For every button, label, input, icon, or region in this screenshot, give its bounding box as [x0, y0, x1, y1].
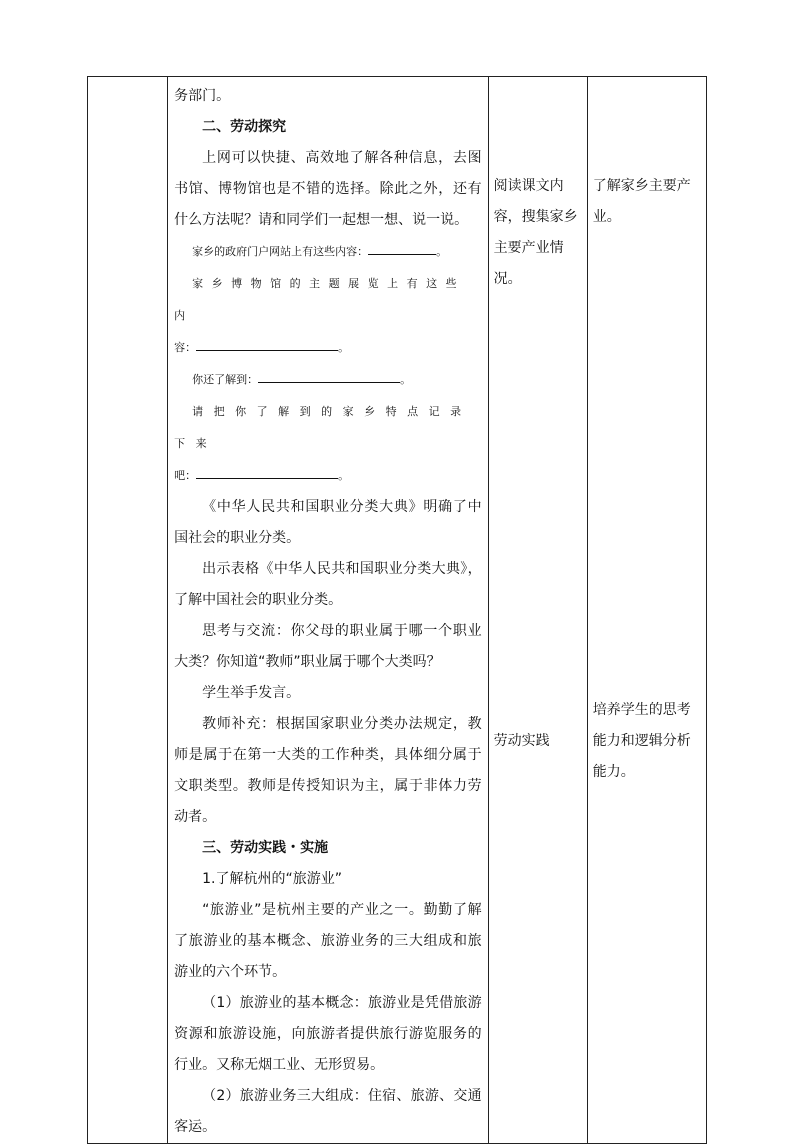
- activity-text: 阅读课文内容，搜集家乡主要产业情况。: [493, 178, 578, 287]
- table-row: [88, 77, 707, 1144]
- intro-paragraph: 上网可以快捷、高效地了解各种信息，去图书馆、博物馆也是不错的选择。除此之外，还有什么方法呢？请和同学们一起想一想、说一说。: [174, 150, 482, 228]
- fill-in-line: [174, 364, 482, 396]
- teacher-paragraph: 教师补充：根据国家职业分类办法规定，教师是属于在第一大类的工作种类，具体细分属于文职类型。教师是传授知识为主，属于非体力劳动者。: [174, 716, 482, 825]
- fill-in-line: 请把你了解到的家乡特点记录下来: [174, 405, 472, 450]
- fill-in-line: 家乡博物馆的主题展览上有这些内: [174, 277, 466, 322]
- list-item: 1.了解杭州的“旅游业”: [202, 871, 342, 887]
- fill-in-line: [174, 236, 482, 268]
- fill-in-line: [174, 460, 482, 492]
- fill-prompt: 吧：: [174, 469, 197, 482]
- activity-text: 劳动实践: [493, 733, 550, 749]
- activity-cell: [488, 77, 587, 1144]
- fill-prompt: 你还了解到：: [192, 373, 259, 386]
- discussion-paragraph: 思考与交流：你父母的职业属于哪一个职业大类？你知道“教师”职业属于哪个大类吗？: [174, 623, 482, 670]
- stage-cell: [88, 77, 168, 1144]
- concept-paragraph: （1）旅游业的基本概念：旅游业是凭借旅游资源和旅游设施，向旅游者提供旅行游览服务的行业。又称无烟工业、无形贸易。: [174, 995, 482, 1073]
- dictionary-paragraph: 《中华人民共和国职业分类大典》明确了中国社会的职业分类。: [174, 499, 482, 546]
- fill-period: 。: [436, 245, 448, 258]
- answer-blank: [258, 366, 400, 383]
- answer-blank: [368, 238, 436, 255]
- lesson-plan-table: [87, 76, 707, 1144]
- answer-blank: [196, 462, 338, 479]
- fill-in-line: [174, 332, 482, 364]
- answer-blank: [196, 334, 338, 351]
- tourism-paragraph: “旅游业”是杭州主要的产业之一。勤勤了解了旅游业的基本概念、旅游业务的三大组成和旅游业的六个环节。: [174, 902, 482, 980]
- fill-prompt: 容：: [174, 341, 197, 354]
- intent-text: 培养学生的思考能力和逻辑分析能力。: [592, 702, 691, 780]
- table-paragraph: 出示表格《中华人民共和国职业分类大典》，了解中国社会的职业分类。: [174, 561, 482, 608]
- fill-period: 。: [338, 469, 350, 482]
- section-heading-practice: 三、劳动实践・实施: [202, 840, 329, 856]
- fill-period: 。: [400, 373, 412, 386]
- section-heading-inquiry: 二、劳动探究: [202, 119, 287, 135]
- fill-prompt: 家乡的政府门户网站上有这些内容：: [192, 245, 369, 258]
- components-paragraph: （2）旅游业务三大组成：住宿、旅游、交通客运。: [174, 1088, 482, 1135]
- intent-cell: [587, 77, 706, 1144]
- intent-text: 了解家乡主要产业。: [592, 178, 691, 225]
- content-cell: [168, 77, 489, 1144]
- continued-text: 务部门。: [174, 88, 231, 104]
- students-paragraph: 学生举手发言。: [202, 685, 301, 701]
- fill-period: 。: [338, 341, 350, 354]
